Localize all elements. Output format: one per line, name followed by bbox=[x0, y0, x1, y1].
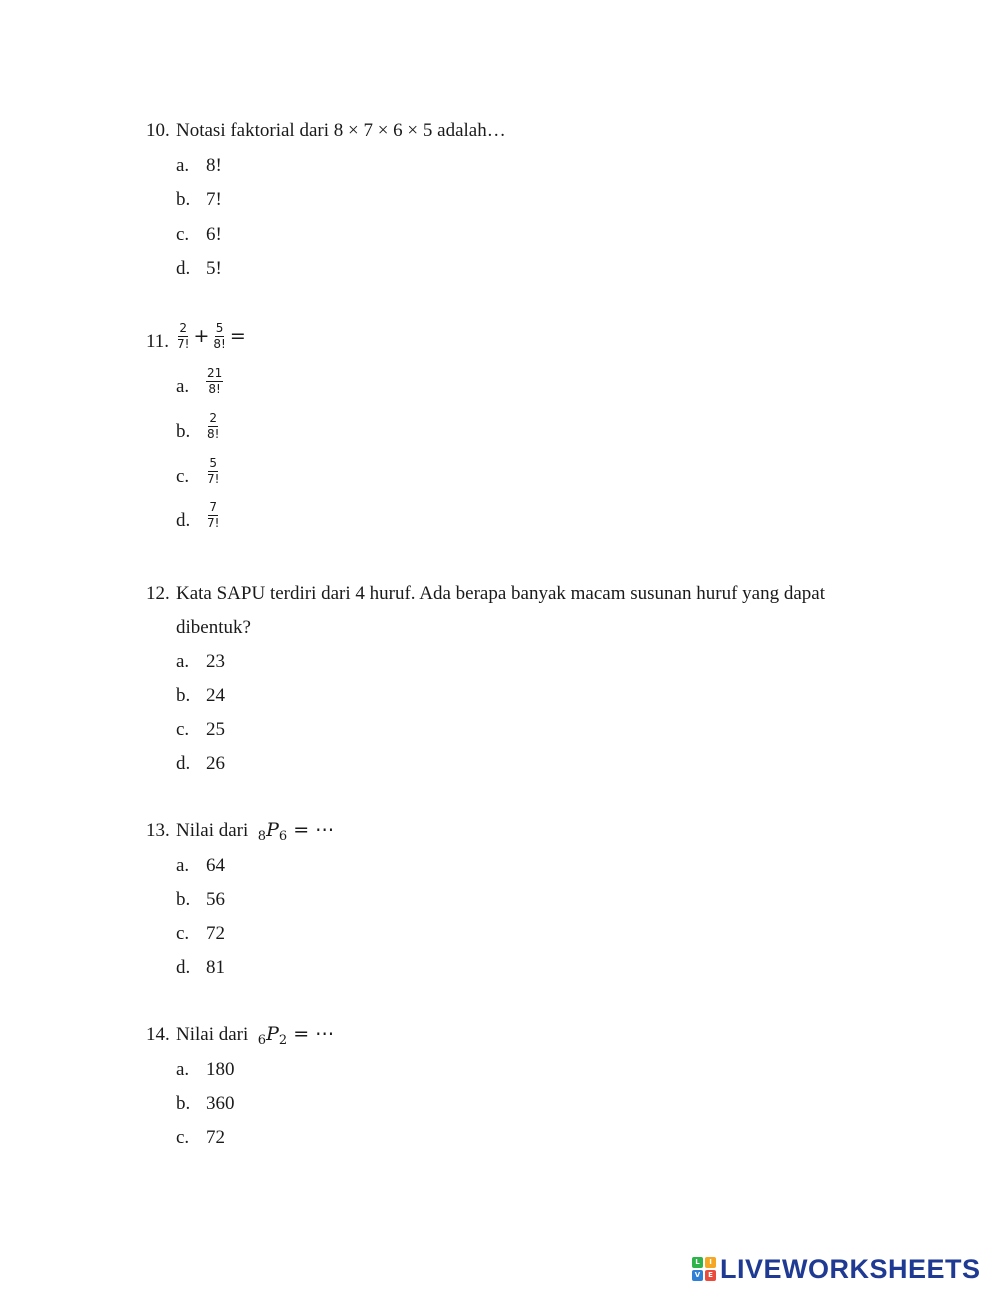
option-letter[interactable]: b. bbox=[176, 421, 191, 442]
permutation-expression bbox=[257, 819, 335, 844]
post-subscript: 2 bbox=[278, 1033, 288, 1048]
question-label: Nilai dari bbox=[176, 820, 249, 841]
option-value[interactable]: 56 bbox=[206, 889, 225, 910]
denominator: 8! bbox=[213, 336, 226, 351]
option-value[interactable]: 180 bbox=[206, 1059, 235, 1080]
option-letter[interactable]: b. bbox=[176, 889, 191, 910]
option-value[interactable]: 7! bbox=[206, 189, 222, 210]
option-letter[interactable]: b. bbox=[176, 685, 191, 706]
denominator: 7! bbox=[207, 515, 220, 530]
option-value[interactable]: 72 bbox=[206, 923, 225, 944]
fraction bbox=[176, 322, 190, 350]
option-letter[interactable]: a. bbox=[176, 155, 190, 176]
option-letter[interactable]: d. bbox=[176, 510, 191, 531]
numerator: 5 bbox=[215, 321, 224, 335]
logo-text: LIVEWORKSHEETS bbox=[720, 1253, 981, 1284]
option-value[interactable]: 24 bbox=[206, 685, 225, 706]
question-text: Kata SAPU terdiri dari 4 huruf. Ada berapa banyak macam susunan huruf yang dapat bbox=[176, 583, 825, 604]
option-letter[interactable]: c. bbox=[176, 923, 190, 944]
permutation-letter: P bbox=[266, 1023, 279, 1045]
denominator: 8! bbox=[207, 426, 220, 441]
question-number: 11. bbox=[146, 331, 170, 352]
numerator: 2 bbox=[179, 321, 188, 335]
option-letter[interactable]: d. bbox=[176, 957, 191, 978]
question-number: 12. bbox=[146, 583, 170, 604]
option-value[interactable]: 25 bbox=[206, 719, 225, 740]
option-letter[interactable]: c. bbox=[176, 719, 190, 740]
question-text-continued: dibentuk? bbox=[176, 617, 251, 638]
option-value[interactable]: 6! bbox=[206, 224, 222, 245]
equals-ellipsis: = ⋯ bbox=[293, 1023, 335, 1045]
numerator: 2 bbox=[209, 411, 218, 425]
post-subscript: 6 bbox=[278, 829, 288, 844]
option-fraction[interactable] bbox=[206, 457, 220, 485]
option-letter[interactable]: a. bbox=[176, 651, 190, 672]
question-number: 10. bbox=[146, 120, 170, 141]
option-value[interactable]: 5! bbox=[206, 258, 222, 279]
denominator: 7! bbox=[177, 336, 190, 351]
denominator: 7! bbox=[207, 471, 220, 486]
question-number: 13. bbox=[146, 820, 170, 841]
plus-sign: + bbox=[193, 324, 210, 347]
logo-mark-cell: L bbox=[692, 1257, 703, 1268]
option-letter[interactable]: a. bbox=[176, 1059, 190, 1080]
question-text bbox=[176, 1025, 334, 1047]
option-fraction[interactable] bbox=[206, 501, 220, 529]
option-fraction[interactable] bbox=[206, 412, 220, 440]
option-value[interactable]: 81 bbox=[206, 957, 225, 978]
logo-mark-cell: I bbox=[705, 1257, 716, 1268]
option-letter[interactable]: b. bbox=[176, 189, 191, 210]
numerator: 5 bbox=[209, 456, 218, 470]
equals-sign: = bbox=[229, 324, 246, 347]
option-letter[interactable]: b. bbox=[176, 1093, 191, 1114]
option-letter[interactable]: c. bbox=[176, 1127, 190, 1148]
option-value[interactable]: 64 bbox=[206, 855, 225, 876]
option-value[interactable]: 72 bbox=[206, 1127, 225, 1148]
permutation-letter: P bbox=[266, 819, 279, 841]
option-letter[interactable]: d. bbox=[176, 753, 191, 774]
option-letter[interactable]: c. bbox=[176, 224, 190, 245]
pre-subscript: 6 bbox=[257, 1033, 267, 1048]
option-letter[interactable]: d. bbox=[176, 258, 191, 279]
numerator: 21 bbox=[207, 366, 223, 380]
pre-subscript: 8 bbox=[257, 829, 267, 844]
option-letter[interactable]: a. bbox=[176, 855, 190, 876]
logo-mark-cell: V bbox=[692, 1270, 703, 1281]
numerator: 7 bbox=[209, 500, 218, 514]
option-letter[interactable]: c. bbox=[176, 466, 190, 487]
liveworksheets-logo bbox=[692, 1253, 981, 1284]
fraction bbox=[212, 322, 226, 350]
question-label: Nilai dari bbox=[176, 1024, 249, 1045]
option-value[interactable]: 360 bbox=[206, 1093, 235, 1114]
denominator: 8! bbox=[208, 381, 221, 396]
question-number: 14. bbox=[146, 1024, 170, 1045]
question-expression bbox=[176, 322, 249, 350]
option-value[interactable]: 23 bbox=[206, 651, 225, 672]
option-value[interactable]: 26 bbox=[206, 753, 225, 774]
equals-ellipsis: = ⋯ bbox=[293, 819, 335, 841]
permutation-expression bbox=[257, 1023, 335, 1048]
question-text bbox=[176, 821, 334, 843]
question-text: Notasi faktorial dari 8 × 7 × 6 × 5 adalah… bbox=[176, 120, 506, 141]
option-letter[interactable]: a. bbox=[176, 376, 190, 397]
option-value[interactable]: 8! bbox=[206, 155, 222, 176]
option-fraction[interactable] bbox=[206, 367, 223, 395]
logo-mark-icon bbox=[692, 1257, 716, 1281]
logo-mark-cell: E bbox=[705, 1270, 716, 1281]
